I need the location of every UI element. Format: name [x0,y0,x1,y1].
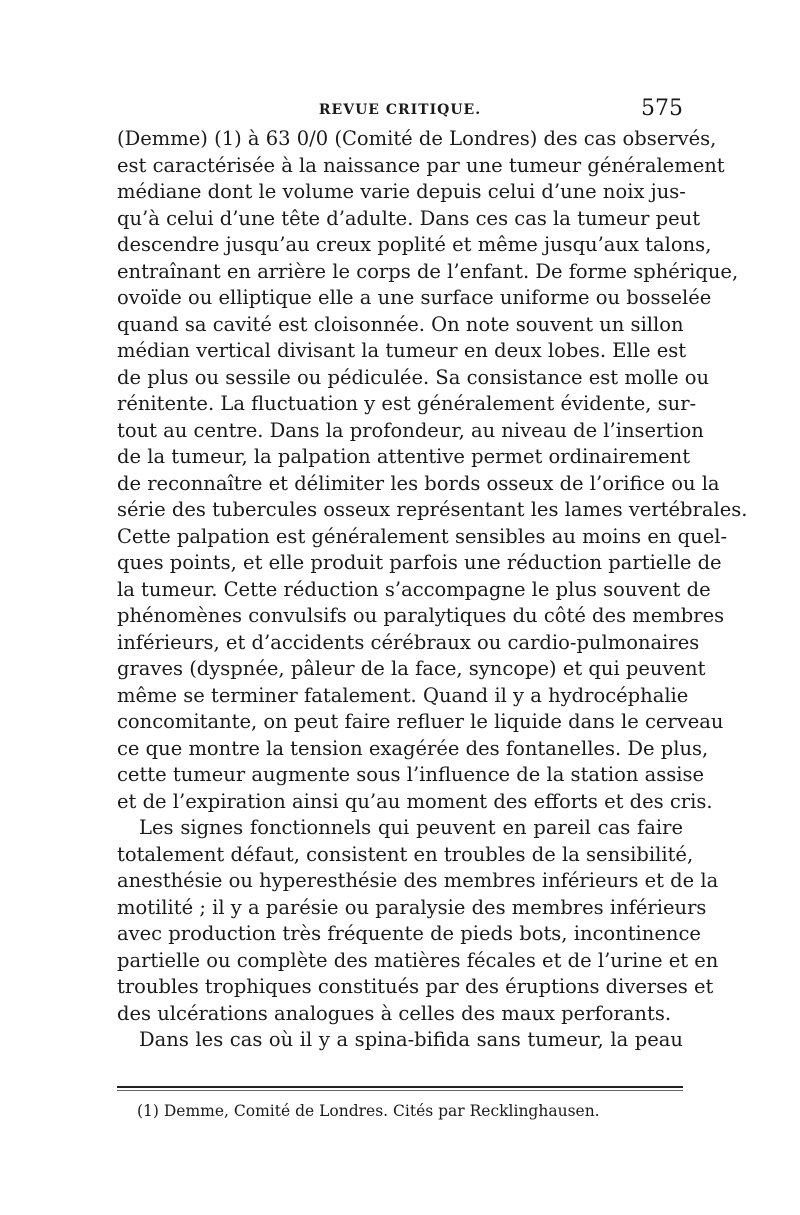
text-line: (Demme) (1) à 63 0/0 (Comité de Londres) des cas observés, [117,127,717,150]
text-line: Dans les cas où il y a spina-bifida sans tumeur, la peau [139,1028,683,1051]
text-line: avec production très fréquente de pieds bots, incontinence [117,922,701,945]
text-line: médiane dont le volume varie depuis celui d’une noix jus- [117,180,686,203]
text-line: phénomènes convulsifs ou paralytiques du côté des membres [117,604,725,627]
text-line: même se terminer fatalement. Quand il y a hydrocéphalie [117,683,689,707]
text-line: descendre jusqu’au creux poplité et même jusqu’aux talons, [117,233,712,256]
text-line: la tumeur. Cette réduction s’accompagne le plus souvent de [117,577,711,601]
text-line: rénitente. La fluctuation y est généralement évidente, sur- [117,392,697,415]
text-line: inférieurs, et d’accidents cérébraux ou cardio-pulmonaires [117,630,700,654]
text-line: qu’à celui d’une tête d’adulte. Dans ces cas la tumeur peut [117,206,701,230]
text-line: est caractérisée à la naissance par une tumeur généralement [117,153,725,177]
text-line: entraînant en arrière le corps de l’enfant. De forme sphérique, [117,259,739,283]
text-line: graves (dyspnée, pâleur de la face, syncope) et qui peuvent [117,657,706,680]
running-head [117,96,683,124]
text-line: quand sa cavité est cloisonnée. On note souvent un sillon [117,312,684,336]
text-line: concomitante, on peut faire refluer le liquide dans le cerveau [117,710,724,733]
page-number: 575 [641,96,683,121]
footnote-divider [117,1086,683,1088]
text-line: médian vertical divisant la tumeur en deux lobes. Elle est [117,339,687,362]
text-line: troubles trophiques constitués par des éruptions diverses et [117,975,714,998]
text-line: Cette palpation est généralement sensibles au moins en quel- [117,524,728,548]
text-line: ce que montre la tension exagérée des fontanelles. De plus, [117,736,709,760]
text-line: anesthésie ou hyperesthésie des membres inférieurs et de la [117,869,719,892]
text-line: série des tubercules osseux représentant les lames vertébrales. [117,498,748,521]
text-line: de la tumeur, la palpation attentive permet ordinairement [117,445,691,468]
text-line: motilité ; il y a parésie ou paralysie des membres inférieurs [117,895,707,919]
text-line: des ulcérations analogues à celles des maux perforants. [117,1001,672,1025]
footnote: (1) Demme, Comité de Londres. Cités par Recklinghausen. [137,1102,600,1120]
text-line: ques points, et elle produit parfois une réduction partielle de [117,551,722,574]
text-line: de plus ou sessile ou pédiculée. Sa consistance est molle ou [117,365,710,389]
text-line: totalement défaut, consistent en troubles de la sensibilité, [117,842,694,866]
text-line: et de l’expiration ainsi qu’au moment des efforts et des cris. [117,789,713,813]
text-line: de reconnaître et délimiter les bords osseux de l’orifice ou la [117,471,720,495]
text-line: tout au centre. Dans la profondeur, au niveau de l’insertion [117,418,704,442]
text-line: ovoïde ou elliptique elle a une surface uniforme ou bosselée [117,286,712,309]
text-line: cette tumeur augmente sous l’influence de la station assise [117,763,705,786]
body-text [117,126,748,1054]
text-line: partielle ou complète des matières fécales et de l’urine et en [117,948,719,972]
text-line: Les signes fonctionnels qui peuvent en pareil cas faire [139,816,683,839]
running-title: REVUE CRITIQUE. [318,102,482,118]
